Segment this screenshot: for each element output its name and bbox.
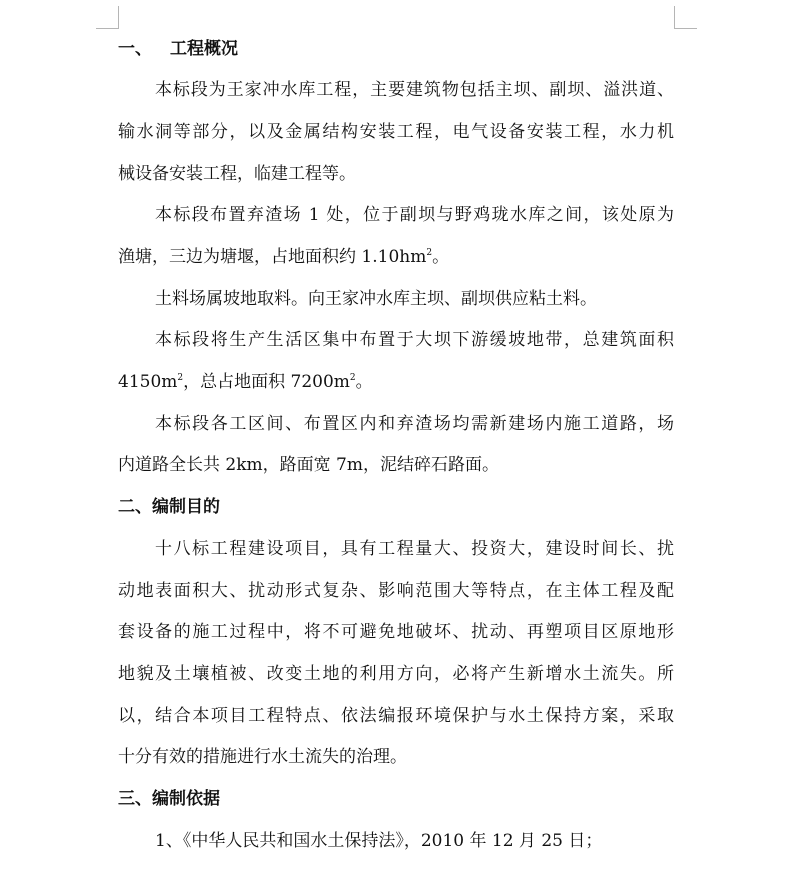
paragraph-line: 地貌及土壤植被、改变土地的利用方向，必将产生新增水土流失。所 xyxy=(118,664,674,684)
paragraph-line xyxy=(118,245,449,269)
section-heading-2: 二、编制目的 xyxy=(118,497,220,517)
text-span: 。 xyxy=(355,372,373,392)
paragraph-line: 十分有效的措施进行水土流失的治理。 xyxy=(118,747,407,767)
superscript: 2 xyxy=(177,373,184,383)
section-heading-1 xyxy=(118,37,238,61)
section-heading-3: 三、编制依据 xyxy=(118,789,220,809)
section-number: 一、 xyxy=(118,39,152,59)
paragraph-line: 本标段各工区间、布置区内和弃渣场均需新建场内施工道路，场 xyxy=(155,414,674,434)
paragraph-line: 动地表面积大、扰动形式复杂、影响范围大等特点，在主体工程及配 xyxy=(118,581,674,601)
paragraph-line: 以，结合本项目工程特点、依法编报环境保护与水土保持方案，采取 xyxy=(118,706,674,726)
paragraph-line: 套设备的施工过程中，将不可避免地破坏、扰动、再塑项目区原地形 xyxy=(118,622,674,642)
paragraph-line: 内道路全长共 2km，路面宽 7m，泥结碎石路面。 xyxy=(118,455,499,475)
text-span: 渔塘，三边为塘堰，占地面积约 1.10hm xyxy=(118,247,427,267)
paragraph-line: 本标段布置弃渣场 1 处，位于副坝与野鸡珑水库之间，该处原为 xyxy=(155,205,674,225)
paragraph-line: 土料场属坡地取料。向王家冲水库主坝、副坝供应粘土料。 xyxy=(155,289,597,309)
crop-mark-top-right xyxy=(674,6,697,29)
paragraph-line: 本标段将生产生活区集中布置于大坝下游缓坡地带，总建筑面积 xyxy=(155,330,674,350)
text-span: ，总占地面积 7200m xyxy=(183,372,350,392)
crop-mark-top-left xyxy=(96,6,119,29)
list-item: 1、《中华人民共和国水土保持法》，2010 年 12 月 25 日； xyxy=(155,831,603,851)
paragraph-line xyxy=(118,370,373,394)
text-span: 。 xyxy=(432,247,450,267)
superscript: 2 xyxy=(426,248,433,258)
section-title: 工程概况 xyxy=(170,39,238,59)
paragraph-line: 输水洞等部分，以及金属结构安装工程，电气设备安装工程，水力机 xyxy=(118,122,674,142)
superscript: 2 xyxy=(349,373,356,383)
paragraph-line: 十八标工程建设项目，具有工程量大、投资大，建设时间长、扰 xyxy=(155,539,674,559)
paragraph-line: 械设备安装工程，临建工程等。 xyxy=(118,164,356,184)
paragraph-line: 本标段为王家冲水库工程，主要建筑物包括主坝、副坝、溢洪道、 xyxy=(155,80,674,100)
text-span: 4150m xyxy=(118,372,178,392)
